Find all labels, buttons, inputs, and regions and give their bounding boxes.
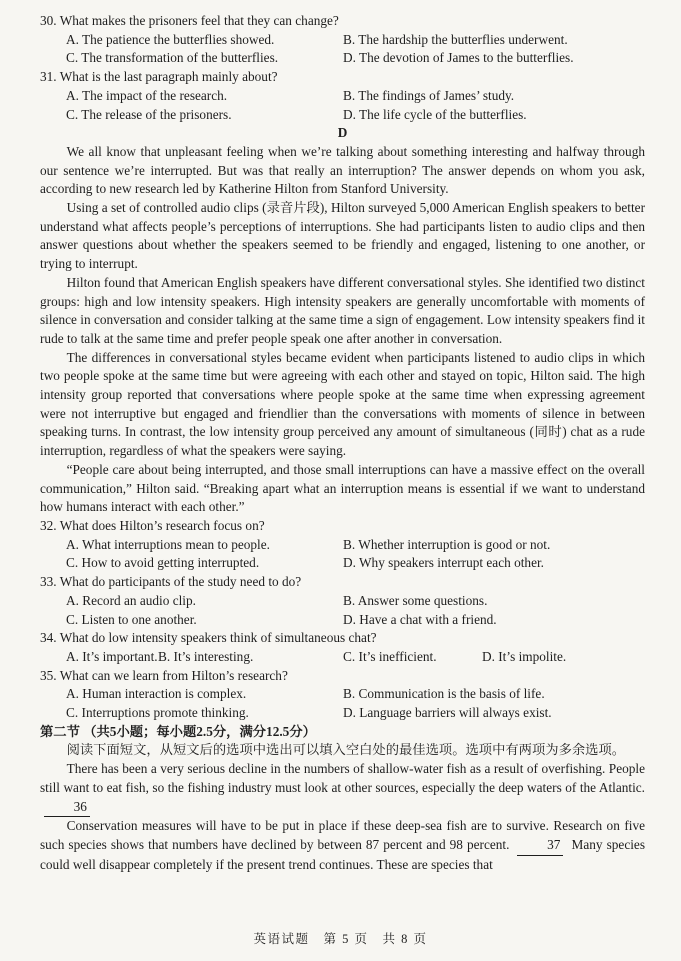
question-35	[40, 667, 645, 723]
option-a: A. The impact of the research.	[66, 87, 228, 103]
option-a: A. Record an audio clip.	[66, 592, 196, 608]
question-30	[40, 12, 645, 68]
question-31-stem: 31. What is the last paragraph mainly about?	[40, 69, 278, 85]
question-30-options-row-2	[40, 49, 645, 68]
option-a: A. Human interaction is complex.	[66, 686, 247, 702]
question-34	[40, 629, 645, 666]
passage-d-paragraph-5: “People care about being interrupted, and those small interruptions can have a massive effect on the overall communication,” Hilton said. “Breaking apart what an interruption means is essential if we want to understand how humans interact with each other.”	[40, 461, 645, 515]
section-2-instruction: 阅读下面短文，从短文后的选项中选出可以填入空白处的最佳选项。选项中有两项为多余选项。	[66, 742, 626, 758]
question-34-stem: 34. What do low intensity speakers think of simultaneous chat?	[40, 630, 377, 646]
cloze-paragraph-2-text: Conservation measures will have to be put in place if these deep-sea fish are to survive. Research on five such species shows that numbers have declined by between 87 percent and 98 percent.	[40, 818, 645, 852]
question-32-options-row-2	[40, 554, 645, 573]
question-33-stem: 33. What do participants of the study need to do?	[40, 574, 302, 590]
question-32-stem: 32. What does Hilton’s research focus on?	[40, 517, 265, 533]
option-a: A. What interruptions mean to people.	[66, 536, 270, 552]
passage-d-label: D	[337, 125, 348, 141]
option-d: D. The devotion of James to the butterflies.	[343, 50, 574, 66]
option-a: A. The patience the butterflies showed.	[66, 31, 275, 47]
question-32-options-row-1	[40, 536, 645, 555]
option-b: B. It’s interesting.	[158, 648, 254, 664]
question-31	[40, 68, 645, 124]
option-c: C. The transformation of the butterflies.	[66, 50, 279, 66]
option-b: B. Communication is the basis of life.	[343, 686, 545, 702]
question-31-options-row-1	[40, 87, 645, 106]
option-c: C. It’s inefficient.	[343, 648, 437, 664]
cloze-paragraph-2-after: Many species could well disappear completely if the present trend continues. These are species that	[40, 836, 645, 872]
option-c: C. Listen to one another.	[66, 611, 197, 627]
passage-d-paragraph-2: Using a set of controlled audio clips (录音片段), Hilton surveyed 5,000 American English speakers to better understand what affects people’s perceptions of interruptions. She had participants listen to audio clips and then answer questions about whether the speakers seemed to be friendly and engaged, listening to one another, or trying to interrupt.	[40, 200, 645, 272]
option-b: B. Answer some questions.	[343, 592, 488, 608]
option-d: D. Language barriers will always exist.	[343, 705, 552, 721]
passage-d-paragraph-4: The differences in conversational styles became evident when participants listened to audio clips in which two people spoke at the same time but were agreeing with each other and stayed on topic, Hilton said. The high intensity group reported that conversations where people spoke at the same time when expressing agreement were not interruptive but engaged and friendlier than the conversations with moments of silence in between speaking turns. In contrast, the low intensity group perceived any amount of simultaneous (同时) chat as a rude interruption, regardless of what the speakers were saying.	[40, 349, 645, 459]
question-33-options-row-1	[40, 592, 645, 611]
blank-37: 37	[517, 836, 563, 856]
option-c: C. The release of the prisoners.	[66, 106, 232, 122]
question-34-options-row	[40, 648, 645, 667]
section-2-heading: 第二节 （共5小题；每小题2.5分，满分12.5分）	[40, 723, 316, 739]
option-b: B. The hardship the butterflies underwent.	[343, 31, 568, 47]
option-c: C. Interruptions promote thinking.	[66, 705, 249, 721]
question-35-stem: 35. What can we learn from Hilton’s research?	[40, 667, 288, 683]
option-d: D. Have a chat with a friend.	[343, 611, 497, 627]
passage-d-paragraph-1: We all know that unpleasant feeling when we’re talking about something interesting and halfway through our sentence we’re interrupted. But was that really an interruption? The answer depends on whom you ask, according to new research led by Katherine Hilton from Stanford University.	[40, 143, 645, 197]
question-35-options-row-2	[40, 704, 645, 723]
passage-d-paragraph-3: Hilton found that American English speakers have different conversational styles. She identified two distinct groups: high and low intensity speakers. High intensity speakers are generally uncomfortable with moments of silence in conversation and consider talking at the same time a sign of engagement. Low intensity speakers find it rude to talk at the same time and prefer people speak one after another in conversation.	[40, 274, 645, 346]
option-b: B. The findings of James’ study.	[343, 87, 515, 103]
cloze-paragraph-1	[40, 760, 645, 817]
page-footer: 英语试题 第 5 页 共 8 页	[253, 932, 428, 947]
option-d: D. The life cycle of the butterflies.	[343, 106, 527, 122]
option-d: D. It’s impolite.	[482, 648, 567, 664]
option-a: A. It’s important.	[66, 648, 158, 664]
question-33	[40, 573, 645, 629]
question-32	[40, 517, 645, 573]
cloze-paragraph-2	[40, 817, 645, 874]
question-30-options-row-1	[40, 31, 645, 50]
blank-36: 36	[44, 798, 90, 818]
cloze-paragraph-1-text: There has been a very serious decline in the numbers of shallow-water fish as a result of overfishing. People still want to eat fish, so the fishing industry must look at other sources, especially the deep waters of the Atlantic.	[40, 761, 645, 795]
option-d: D. Why speakers interrupt each other.	[343, 555, 544, 571]
question-30-stem: 30. What makes the prisoners feel that they can change?	[40, 13, 339, 28]
option-b: B. Whether interruption is good or not.	[343, 536, 551, 552]
question-35-options-row-1	[40, 685, 645, 704]
option-c: C. How to avoid getting interrupted.	[66, 555, 260, 571]
question-31-options-row-2	[40, 106, 645, 125]
question-33-options-row-2	[40, 611, 645, 630]
